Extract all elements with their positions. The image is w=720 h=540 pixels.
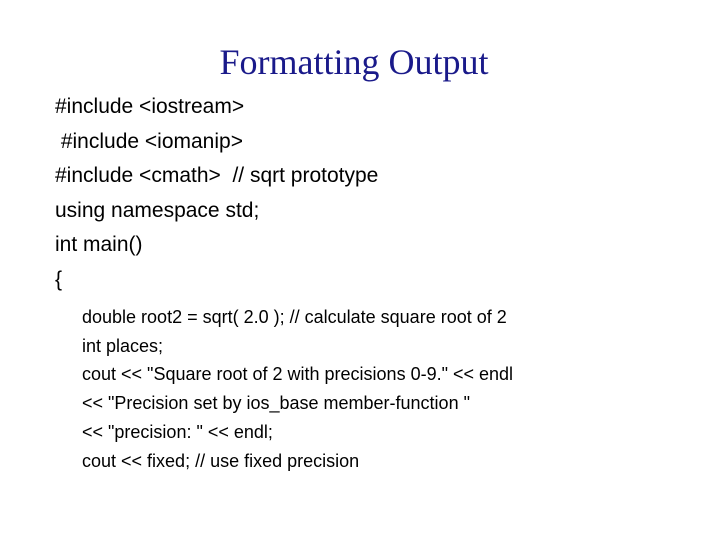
code-line-using-namespace: using namespace std; bbox=[55, 198, 260, 222]
code-line-precision-endl: << "precision: " << endl; bbox=[82, 421, 273, 442]
slide-title: Formatting Output bbox=[219, 42, 489, 82]
code-line-cout-fixed: cout << fixed; // use fixed precision bbox=[82, 450, 360, 471]
code-body-block bbox=[82, 303, 513, 475]
code-line-root2: double root2 = sqrt( 2.0 ); // calculate square root of 2 bbox=[82, 307, 507, 327]
code-line-include-iostream: #include <iostream> bbox=[55, 95, 245, 118]
code-line-places: int places; bbox=[82, 335, 164, 356]
code-line-include-cmath: #include <cmath> // sqrt prototype bbox=[55, 164, 379, 187]
code-line-main-signature: int main() bbox=[55, 233, 143, 256]
code-line-include-iomanip: #include <iomanip> bbox=[55, 129, 243, 153]
code-line-cout-square-root: cout << "Square root of 2 with precisions 0-9." << endl bbox=[82, 364, 514, 385]
code-header-block bbox=[55, 90, 378, 297]
code-line-open-brace: { bbox=[55, 267, 63, 291]
code-line-precision-set: << "Precision set by ios_base member-function " bbox=[82, 393, 470, 414]
